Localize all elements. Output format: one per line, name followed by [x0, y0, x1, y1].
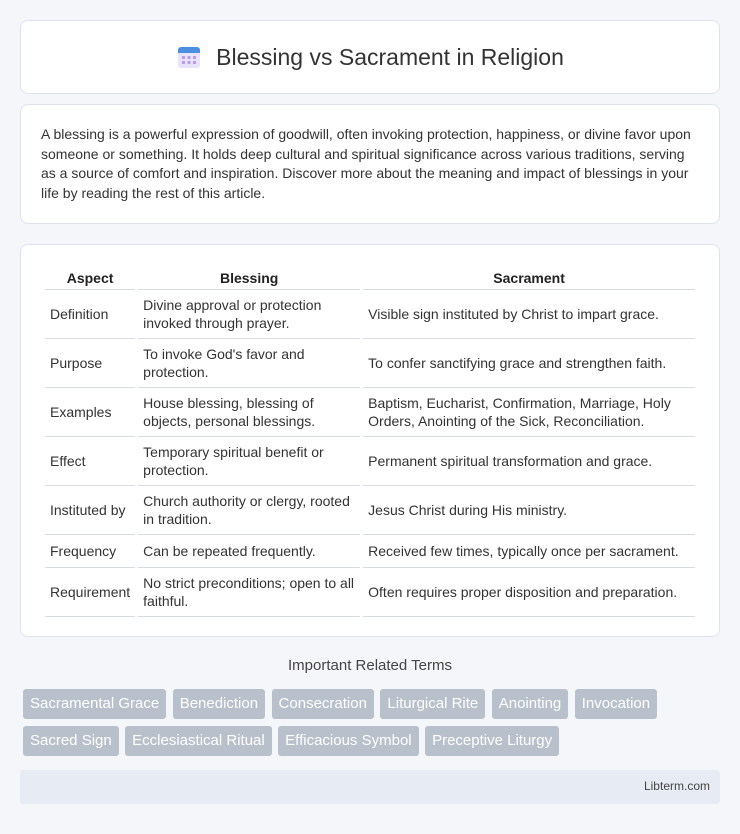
- intro-text: A blessing is a powerful expression of goodwill, often invoking protection, happiness, or divine favor upon someone or something. It holds deep cultural and spiritual significance across various traditions, serving as a source of comfort and inspiration. Discover more about the meaning and impact of blessings in your life by reading the rest of this article.: [41, 126, 691, 201]
- table-row: [45, 486, 695, 535]
- calendar-icon: [176, 44, 202, 70]
- cell-sacrament: Visible sign instituted by Christ to impart grace.: [363, 290, 695, 339]
- related-terms-tags: [23, 689, 723, 763]
- cell-aspect: Purpose: [45, 339, 135, 388]
- tag-invocation[interactable]: Invocation: [575, 689, 657, 719]
- table-row: [45, 535, 695, 568]
- footer-site-link[interactable]: Libterm.com: [643, 779, 710, 793]
- header-aspect: Aspect: [45, 263, 135, 290]
- comparison-table-card: [20, 244, 720, 637]
- tag-efficacious-symbol[interactable]: Efficacious Symbol: [278, 726, 418, 756]
- cell-sacrament: Often requires proper disposition and preparation.: [363, 568, 695, 617]
- cell-blessing: Church authority or clergy, rooted in tradition.: [138, 486, 360, 535]
- header-sacrament: Sacrament: [363, 263, 695, 290]
- cell-sacrament: Received few times, typically once per sacrament.: [363, 535, 695, 568]
- tag-anointing[interactable]: Anointing: [492, 689, 569, 719]
- cell-sacrament: Jesus Christ during His ministry.: [363, 486, 695, 535]
- header-blessing: Blessing: [138, 263, 360, 290]
- header-card: [20, 20, 720, 94]
- cell-aspect: Instituted by: [45, 486, 135, 535]
- cell-aspect: Frequency: [45, 535, 135, 568]
- cell-sacrament: To confer sanctifying grace and strengthen faith.: [363, 339, 695, 388]
- table-row: [45, 568, 695, 617]
- tag-sacramental-grace[interactable]: Sacramental Grace: [23, 689, 166, 719]
- table-row: [45, 290, 695, 339]
- tag-sacred-sign[interactable]: Sacred Sign: [23, 726, 119, 756]
- cell-sacrament: Permanent spiritual transformation and grace.: [363, 437, 695, 486]
- table-header-row: [45, 263, 695, 290]
- cell-aspect: Examples: [45, 388, 135, 437]
- cell-aspect: Definition: [45, 290, 135, 339]
- related-terms-title: Important Related Terms: [288, 657, 452, 674]
- cell-blessing: House blessing, blessing of objects, personal blessings.: [138, 388, 360, 437]
- cell-aspect: Effect: [45, 437, 135, 486]
- tag-preceptive-liturgy[interactable]: Preceptive Liturgy: [425, 726, 559, 756]
- comparison-table: [42, 263, 698, 617]
- tag-liturgical-rite[interactable]: Liturgical Rite: [380, 689, 485, 719]
- cell-blessing: No strict preconditions; open to all faithful.: [138, 568, 360, 617]
- table-row: [45, 388, 695, 437]
- table-row: [45, 437, 695, 486]
- cell-blessing: Can be repeated frequently.: [138, 535, 360, 568]
- cell-aspect: Requirement: [45, 568, 135, 617]
- intro-card: [20, 104, 720, 224]
- table-row: [45, 339, 695, 388]
- tag-consecration[interactable]: Consecration: [272, 689, 374, 719]
- page-title: Blessing vs Sacrament in Religion: [216, 43, 564, 70]
- tag-ecclesiastical-ritual[interactable]: Ecclesiastical Ritual: [125, 726, 272, 756]
- cell-blessing: Temporary spiritual benefit or protection.: [138, 437, 360, 486]
- tag-benediction[interactable]: Benediction: [173, 689, 265, 719]
- cell-blessing: Divine approval or protection invoked through prayer.: [138, 290, 360, 339]
- footer: [20, 770, 720, 804]
- cell-blessing: To invoke God's favor and protection.: [138, 339, 360, 388]
- cell-sacrament: Baptism, Eucharist, Confirmation, Marriage, Holy Orders, Anointing of the Sick, Reconciliation.: [363, 388, 695, 437]
